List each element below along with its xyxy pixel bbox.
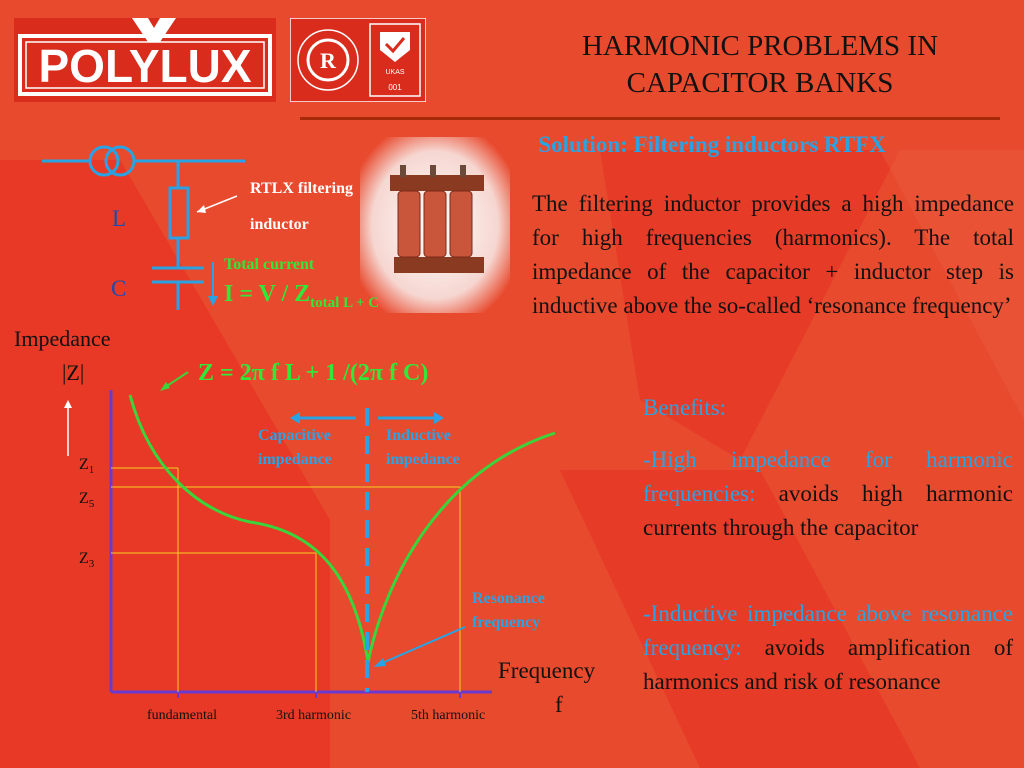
capacitive-label-line2: impedance bbox=[258, 451, 332, 468]
solution-description: The filtering inductor provides a high impedance for high frequencies (harmonics). The total impedance of the capacitor + inductor step is inductive above the so-called ‘resonance frequency’ bbox=[532, 191, 1014, 318]
resonance-pointer-arrow bbox=[380, 627, 465, 664]
y-axis-label-line1: Impedance bbox=[14, 326, 111, 351]
svg-text:UKAS: UKAS bbox=[385, 69, 405, 76]
capacitive-label-line1: Capacitive bbox=[258, 427, 331, 444]
inductive-label-line1: Inductive bbox=[386, 427, 451, 444]
total-current-label: Total current bbox=[224, 256, 315, 273]
x-axis-label-line2: f bbox=[555, 692, 563, 717]
solution-heading: Solution: Filtering inductors RTFX bbox=[538, 132, 886, 157]
benefits-title: Benefits: bbox=[643, 395, 727, 420]
title-line-2: CAPACITOR BANKS bbox=[626, 67, 894, 99]
transformer-icon bbox=[90, 147, 118, 175]
rtlx-label-line1: RTLX filtering bbox=[250, 180, 353, 197]
z5-tick-label: $Z_5$ bbox=[79, 490, 95, 511]
inductor-label: L bbox=[112, 206, 127, 231]
benefit-item-2: -Inductive impedance above resonance frequency: avoids amplification of harmonics and risk of resonance bbox=[643, 601, 1013, 694]
benefit-item-1: -High impedance for harmonic frequencies: avoids high harmonic currents through the capacitor bbox=[643, 447, 1013, 540]
resonance-label-line1: Resonance bbox=[472, 590, 545, 607]
x-axis-label-line1: Frequency bbox=[498, 658, 596, 683]
impedance-formula: Z = 2π f L + 1 /(2π f C) bbox=[198, 360, 429, 386]
inductive-arrow bbox=[434, 412, 444, 424]
svg-text:R: R bbox=[320, 48, 336, 73]
inductor-symbol bbox=[170, 188, 188, 238]
capacitor-label: C bbox=[111, 276, 127, 301]
current-formula: $I = V / Z_{total L + C}$ bbox=[224, 281, 380, 311]
x-tick-5th-harmonic: 5th harmonic bbox=[411, 708, 486, 723]
y-axis-label-line2: |Z| bbox=[62, 360, 85, 385]
capacitive-arrow bbox=[290, 412, 300, 424]
x-tick-fundamental: fundamental bbox=[147, 708, 217, 723]
logo-brand-text: POLYLUX bbox=[38, 40, 252, 92]
level-guides bbox=[111, 468, 460, 692]
x-tick-3rd-harmonic: 3rd harmonic bbox=[276, 708, 352, 723]
rtlx-label-line2: inductor bbox=[250, 216, 309, 233]
svg-text:001: 001 bbox=[388, 83, 402, 92]
title-line-1: HARMONIC PROBLEMS IN bbox=[581, 30, 939, 62]
z1-tick-label: $Z_1$ bbox=[79, 456, 95, 477]
inductive-label-line2: impedance bbox=[386, 451, 460, 468]
resonance-label-line2: frequency bbox=[472, 614, 541, 631]
z3-tick-label: $Z_3$ bbox=[79, 550, 95, 571]
